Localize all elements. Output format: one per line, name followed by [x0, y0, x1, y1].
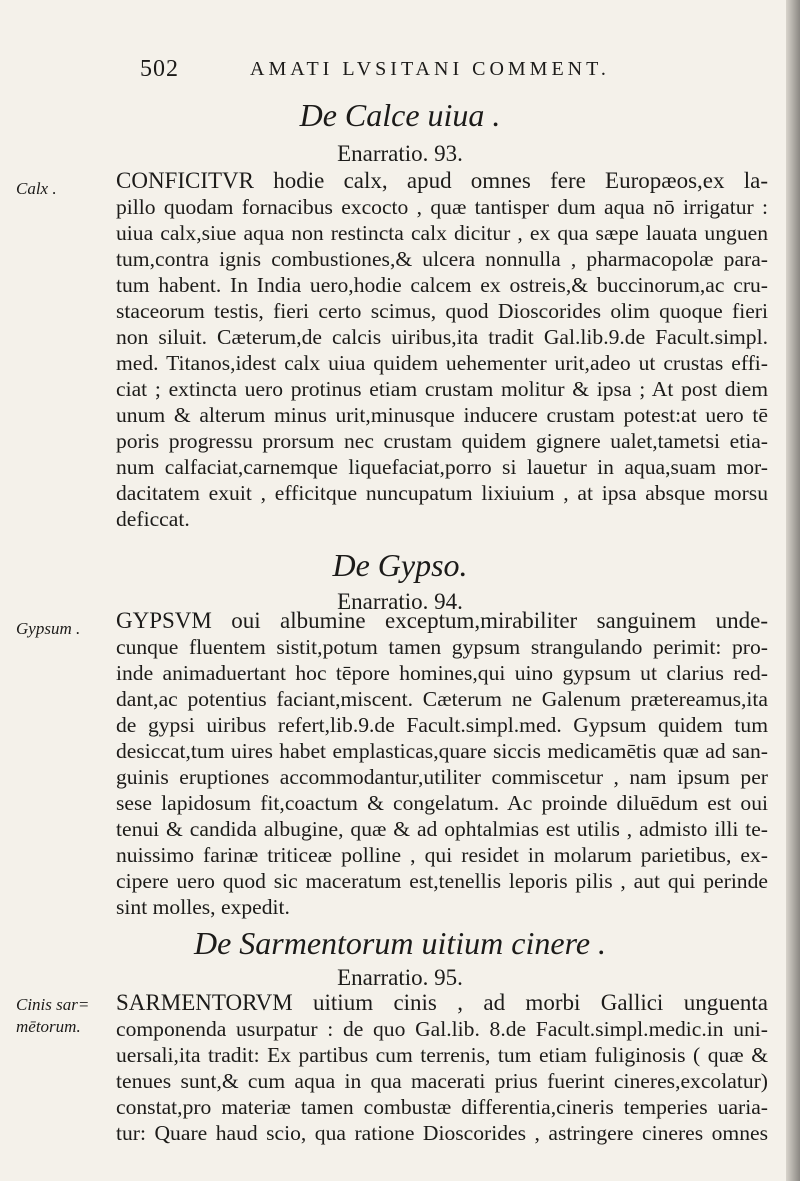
page-number: 502	[140, 56, 179, 82]
text-line: non siluit. Cæterum,de calcis uiribus,ita tradit Gal.lib.9.de Facult.simpl.	[116, 325, 768, 349]
text-line: med. Titanos,idest calx uiua quidem uehementer urit,adeo ut crustas effi-	[116, 351, 768, 375]
enarratio-heading: Enarratio. 94.	[337, 589, 463, 614]
section-title: De Calce uiua .	[299, 97, 501, 133]
text-line: tum habent. In India uero,hodie calcem ex ostreis,& buccinorum,ac cru-	[116, 273, 768, 297]
margin-note: Gypsum .	[16, 619, 81, 638]
text-line: unum & alterum minus urit,minusque inducere crustam potest:at uero tē	[116, 403, 768, 427]
text-line: tum,contra ignis combustiones,& ulcera nonnulla , pharmacopolæ para-	[116, 247, 768, 271]
text-line: tenui & candida albugine, quæ & ad ophtalmias est utilis , admisto illi te-	[116, 817, 768, 841]
text-line: desiccat,tum uires habet emplasticas,quare siccis medicamētis quæ ad san-	[116, 739, 768, 763]
text-line: cipere uero quod sic maceratum est,tenellis leporis pilis , aut qui perinde	[116, 869, 768, 893]
text-line: sint molles, expedit.	[116, 895, 290, 919]
text-line: dant,ac potentius faciant,miscent. Cæterum ne Galenum prætereamus,ita	[116, 687, 768, 711]
text-line: nuissimo farinæ triticeæ polline , qui residet in molarum parietibus, ex-	[116, 843, 768, 867]
text-line: pillo quodam fornacibus excocto , quæ tantisper dum aqua nō irrigatur :	[116, 195, 768, 219]
text-line: constat,pro materiæ tamen combustæ differentia,cineris temperies uaria-	[116, 1095, 768, 1119]
section-title: De Gypso.	[332, 547, 468, 583]
text-line: CONFICITVR hodie calx, apud omnes fere Europæos,ex la-	[116, 168, 768, 193]
text-line: tur: Quare haud scio, qua ratione Dioscorides , astringere cineres omnes	[116, 1121, 768, 1145]
enarratio-heading: Enarratio. 95.	[337, 965, 463, 990]
text-line: guinis eruptiones accommodantur,utiliter commiscetur , nam ipsum per	[116, 765, 768, 789]
section-title: De Sarmentorum uitium cinere .	[193, 925, 607, 961]
text-line: sese lapidosum fit,coactum & congelatum. Ac proinde diluēdum est oui	[116, 791, 768, 815]
text-line: de gypsi uiribus refert,lib.9.de Facult.simpl.med. Gypsum quidem tum	[116, 713, 768, 737]
text-line: dacitatem exuit , efficitque nuncupatum lixiuium , at ipsa absque morsu	[116, 481, 768, 505]
text-line: componenda usurpatur : de quo Gal.lib. 8.de Facult.simpl.medic.in uni-	[116, 1017, 768, 1041]
text-line: deficcat.	[116, 507, 190, 531]
enarratio-heading: Enarratio. 93.	[337, 141, 463, 166]
text-line: staceorum testis, fieri certo scimus, quod Dioscorides olim quoque fieri	[116, 299, 768, 323]
margin-note: Calx .	[16, 179, 57, 198]
page-header	[140, 56, 660, 86]
margin-note: Cinis sar= mētorum.	[16, 995, 90, 1036]
text-line: poris progressu prorsum nec crustam quidem gignere ualet,tametsi etia-	[116, 429, 768, 453]
text-line: cunque fluentem sistit,potum tamen gypsum strangulando perimit: pro-	[116, 635, 768, 659]
text-line: uersali,ita tradit: Ex partibus cum terrenis, tum etiam fuliginosis ( quæ &	[116, 1043, 768, 1067]
text-line: SARMENTORVM uitium cinis , ad morbi Gallici unguenta	[116, 990, 768, 1015]
text-line: GYPSVM oui albumine exceptum,mirabiliter sanguinem unde-	[116, 608, 768, 633]
section-body	[116, 990, 768, 1146]
section-body	[116, 168, 768, 532]
text-line: inde animaduertant hoc tēpore homines,qui uino gypsum ut clarius red-	[116, 661, 768, 685]
section-body	[116, 608, 768, 920]
bleed-through-marks	[36, 210, 39, 230]
text-line: uiua calx,siue aqua non restincta calx dicitur , ex qua sæpe lauata unguen	[116, 221, 768, 245]
running-title: AMATI LVSITANI COMMENT.	[250, 58, 610, 80]
text-line: num calfaciat,carnemque liquefaciat,porro si lauetur in aqua,suam mor-	[116, 455, 768, 479]
text-line: tenues sunt,& cum aqua in qua macerati prius fuerint cineres,excolatur)	[116, 1069, 768, 1093]
text-line: ciat ; extincta uero protinus etiam crustam molitur & ipsa ; At post diem	[116, 377, 768, 401]
